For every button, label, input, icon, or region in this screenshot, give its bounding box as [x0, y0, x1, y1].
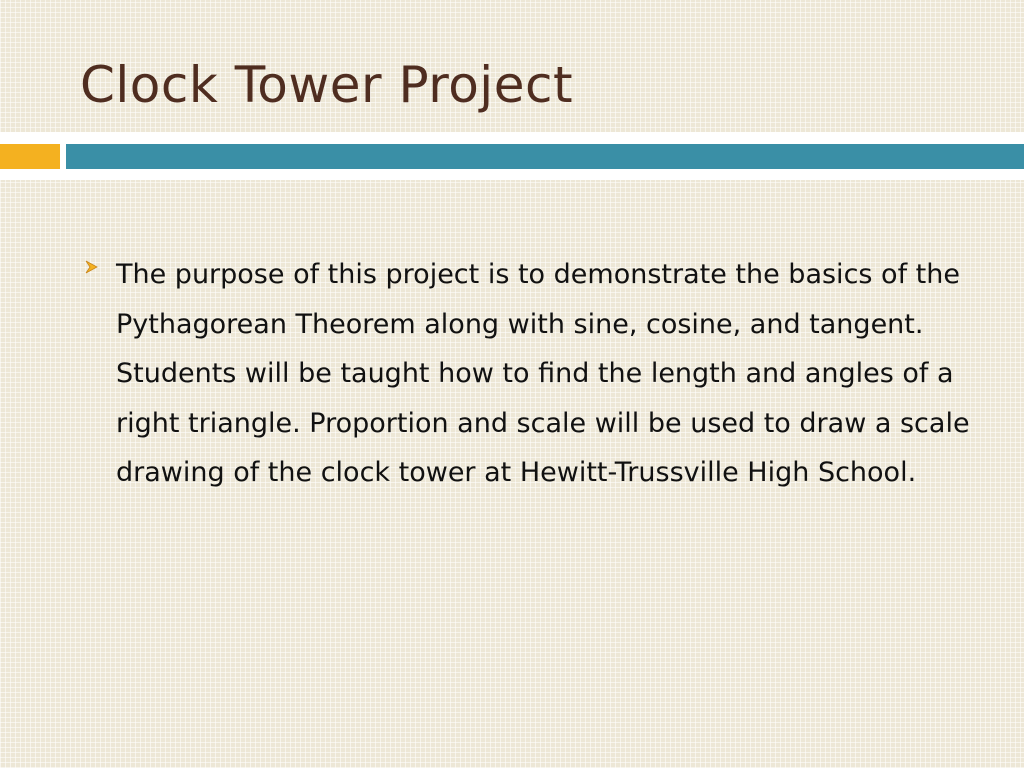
slide-body — [80, 250, 980, 498]
bullet-text: The purpose of this project is to demonstrate the basics of the Pythagorean Theorem along with sine, cosine, and tangent. Students will be taught how to find the length and angles of a right triangle. Proportion and scale will be used to draw a scale drawing of the clock tower at Hewitt-Trussville High School. — [116, 259, 970, 488]
slide-title: Clock Tower Project — [80, 56, 574, 114]
accent-bar-orange — [0, 144, 60, 169]
accent-bar-blue — [66, 144, 1024, 169]
bullet-item — [80, 250, 980, 498]
arrowhead-bullet-icon — [84, 260, 98, 274]
